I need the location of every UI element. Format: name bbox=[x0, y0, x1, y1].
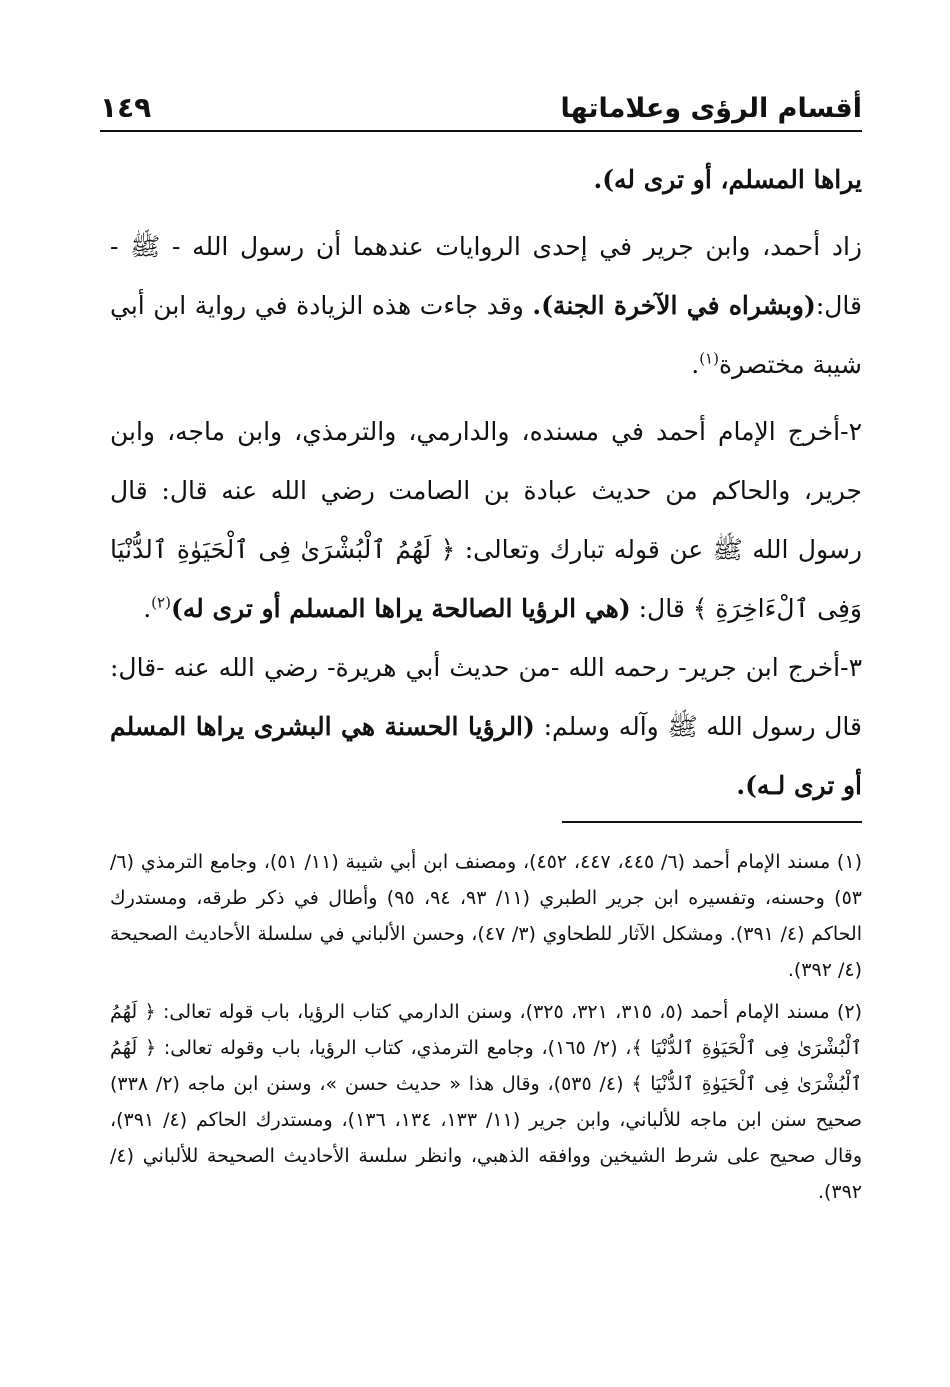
main-text bbox=[110, 150, 862, 815]
footnotes bbox=[110, 844, 862, 1216]
paragraph-2-text-a: زاد أحمد، وابن جرير في إحدى الروايات عندهما أن رسول الله - ﷺ - قال: bbox=[110, 232, 862, 320]
page-header bbox=[100, 80, 862, 132]
hadith-quote-end: يراها المسلم، أو ترى له). bbox=[593, 165, 862, 194]
paragraph-2 bbox=[110, 217, 862, 394]
paragraph-3-text-a: ٢-أخرج الإمام أحمد في مسنده، والدارمي، والترمذي، وابن ماجه، وابن جرير، والحاكم من حديث عبادة بن الصامت رضي الله عنه قال: قال رسول الله ﷺ عن قوله تبارك وتعالى: ﴿ لَهُمُ ٱلْبُشْرَىٰ فِى ٱلْحَيَوٰةِ ٱلدُّنْيَا وَفِى ٱلْءَاخِرَةِ ﴾ قال: bbox=[110, 417, 862, 623]
paragraph-2-quote: (وبشراه في الآخرة الجنة). bbox=[532, 291, 816, 320]
paragraph-3-end: . bbox=[143, 594, 152, 623]
footnote-ref-1: (١) bbox=[699, 349, 719, 368]
paragraph-2-text-c: وقد جاءت هذه الزيادة في رواية ابن أبي شيبة مختصرة bbox=[110, 291, 862, 379]
page-number: ١٤٩ bbox=[100, 91, 152, 124]
paragraph-1 bbox=[110, 150, 862, 209]
paragraph-2-end: . bbox=[691, 350, 700, 379]
paragraph-3-quote: (هي الرؤيا الصالحة يراها المسلم أو ترى له) bbox=[170, 594, 631, 623]
footnote-1: (١) مسند الإمام أحمد (٦/ ٤٤٥، ٤٤٧، ٤٥٢)، ومصنف ابن أبي شيبة (١١/ ٥١)، وجامع الترمذي (٦/ ٥٣) وحسنه، وتفسيره ابن جرير الطبري (١١/ ٩٣، ٩٤، ٩٥) وأطال في ذكر طرقه، ومستدرك الحاكم (٤/ ٣٩١). ومشكل الآثار للطحاوي (٣/ ٤٧)، وحسن الألباني في سلسلة الأحاديث الصحيحة (٤/ ٣٩٢). bbox=[110, 851, 862, 981]
paragraph-3 bbox=[110, 402, 862, 638]
running-title: أقسام الرؤى وعلاماتها bbox=[560, 93, 862, 124]
footnote-separator bbox=[562, 821, 862, 823]
paragraph-4 bbox=[110, 638, 862, 815]
paragraph-4-quote: (الرؤيا الحسنة هي البشرى يراها المسلم أو ترى لـه). bbox=[110, 712, 862, 800]
footnote-2: (٢) مسند الإمام أحمد (٥، ٣١٥، ٣٢١، ٣٢٥)، وسنن الدارمي كتاب الرؤيا، باب قوله تعالى: ﴿ لَهُمُ ٱلْبُشْرَىٰ فِى ٱلْحَيَوٰةِ ٱلدُّنْيَا ﴾، (٢/ ١٦٥)، وجامع الترمذي، كتاب الرؤيا، باب وقوله تعالى: ﴿ لَهُمُ ٱلْبُشْرَىٰ فِى ٱلْحَيَوٰةِ ٱلدُّنْيَا ﴾ (٤/ ٥٣٥)، وقال هذا « حديث حسن »، وسنن ابن ماجه (٢/ ٣٣٨) صحيح سنن ابن ماجه للألباني، وابن جرير (١١/ ١٣٣، ١٣٤، ١٣٦)، ومستدرك الحاكم (٤/ ٣٩١)، وقال صحيح على شرط الشيخين ووافقه الذهبي، وانظر سلسة الأحاديث الصحيحة للألباني (٤/ ٣٩٢). bbox=[110, 1001, 863, 1203]
paragraph-4-text-a: ٣-أخرج ابن جرير- رحمه الله -من حديث أبي هريرة- رضي الله عنه -قال: قال رسول الله ﷺ وآله وسلم: bbox=[110, 653, 863, 741]
footnote-ref-2: (٢) bbox=[151, 593, 171, 612]
